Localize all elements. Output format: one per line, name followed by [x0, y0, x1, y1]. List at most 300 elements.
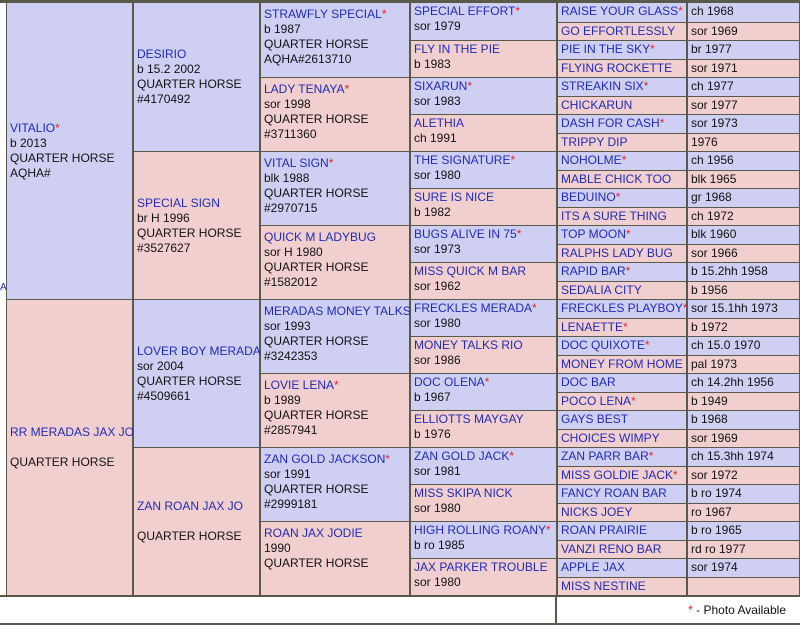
horse-detail: blk 1965 — [691, 171, 737, 186]
horse-detail: #2857941 — [264, 423, 318, 437]
horse-name-link[interactable]: SPECIAL SIGN — [137, 195, 220, 210]
photo-star-icon: * — [344, 82, 350, 96]
horse-name-line — [561, 394, 683, 409]
horse-name-link[interactable]: LOVER BOY MERADA — [137, 343, 261, 358]
gen4-cell — [411, 411, 556, 447]
photo-star-icon: * — [659, 116, 665, 130]
horse-detail: #3711360 — [264, 127, 317, 141]
photo-star-icon: * — [643, 79, 649, 93]
horse-detail — [10, 440, 129, 455]
photo-star-icon: * — [645, 338, 650, 352]
horse-detail: sor 1986 — [414, 353, 461, 367]
horse-name-line — [137, 343, 261, 359]
horse-name-link[interactable]: SPECIAL EFFORT — [414, 4, 516, 18]
horse-detail: sor 1969 — [691, 430, 738, 445]
gen5-name-cell — [558, 3, 686, 22]
photo-star-icon: * — [546, 523, 551, 537]
legend-divider — [555, 597, 557, 623]
horse-detail: b 1976 — [414, 427, 451, 441]
gen5-info-cell — [688, 504, 799, 522]
horse-name-link[interactable]: RALPHS LADY BUG — [561, 245, 673, 260]
horse-name-line — [414, 523, 553, 538]
horse-name-link[interactable]: SEDALIA CITY — [561, 282, 642, 297]
horse-name-link[interactable]: VANZI RENO BAR — [561, 541, 662, 556]
photo-star-icon: * — [381, 7, 387, 21]
gen2-cell — [134, 152, 259, 299]
photo-star-icon: * — [484, 375, 490, 389]
horse-name-line — [137, 196, 256, 211]
horse-name-link[interactable]: MISS QUICK M BAR — [414, 264, 527, 278]
gen4-cell — [411, 485, 556, 521]
horse-detail: #2999181 — [264, 497, 318, 511]
gen5-name-cell — [558, 134, 686, 152]
horse-detail: QUARTER HORSE — [10, 151, 115, 165]
horse-name-line — [561, 264, 683, 279]
horse-name-link[interactable]: DOC QUIXOTE — [561, 338, 646, 352]
horse-name-link[interactable]: CHICKARUN — [561, 97, 633, 112]
gen5-name-cell — [558, 115, 686, 133]
horse-name-link[interactable]: MONEY TALKS RIO — [414, 338, 523, 352]
horse-name-line — [414, 301, 553, 316]
horse-detail: b 1968 — [691, 412, 728, 426]
horse-name-link[interactable]: TRIPPY DIP — [561, 134, 628, 149]
horse-name-link[interactable]: ROAN PRAIRIE — [561, 523, 648, 537]
horse-name-link[interactable]: FANCY ROAN BAR — [561, 486, 667, 500]
horse-detail: QUARTER HORSE — [137, 529, 242, 543]
horse-name-line — [561, 153, 683, 168]
horse-name-link[interactable]: ROAN JAX JODIE — [264, 526, 363, 540]
horse-detail: b 1956 — [691, 282, 728, 297]
horse-name-link[interactable]: MISS SKIPA NICK — [414, 486, 513, 500]
horse-detail: gr 1968 — [691, 190, 732, 204]
horse-detail: sor 1980 — [414, 316, 461, 330]
horse-detail: sor 1980 — [414, 168, 461, 182]
horse-name-line — [561, 486, 683, 501]
horse-name-line — [561, 61, 683, 76]
horse-name-link[interactable]: MISS GOLDIE JACK — [561, 467, 674, 482]
gen4-cell — [411, 448, 556, 484]
horse-name-link[interactable]: SIXARUN — [414, 79, 468, 93]
gen4-cell — [411, 3, 556, 40]
gen5-name-cell — [558, 448, 686, 466]
horse-name-link[interactable]: STRAWFLY SPECIAL — [264, 7, 382, 21]
gen5-info-cell — [688, 319, 799, 337]
horse-name-line — [414, 560, 553, 575]
gen4-cell — [411, 115, 556, 151]
horse-name-link[interactable]: ZAN GOLD JACK — [414, 449, 510, 463]
horse-name-line — [561, 98, 683, 113]
horse-detail: sor 1993 — [264, 319, 311, 333]
horse-name-link[interactable]: ALETHIA — [414, 116, 465, 130]
photo-legend — [688, 603, 786, 618]
horse-name-link[interactable]: VITALIO — [10, 121, 56, 135]
horse-name-line — [414, 449, 553, 464]
horse-name-line — [10, 425, 135, 440]
horse-name-link[interactable]: DOC OLENA — [414, 375, 485, 389]
gen5-info-cell — [688, 41, 799, 59]
horse-name-link[interactable]: ELLIOTTS MAYGAY — [414, 412, 524, 426]
gen5-info-cell — [688, 337, 799, 355]
gen4-cell — [411, 374, 556, 410]
horse-detail: sor 1977 — [691, 97, 738, 112]
gen5-info-cell — [688, 374, 799, 392]
gen5-info-cell — [688, 171, 799, 189]
horse-detail: QUARTER HORSE — [264, 334, 369, 348]
horse-name-line — [264, 304, 411, 319]
gen4-cell — [411, 263, 556, 299]
horse-name-line — [561, 42, 683, 57]
horse-name-line — [561, 246, 683, 261]
gen5-info-cell — [688, 541, 799, 559]
horse-name-line — [561, 579, 683, 594]
horse-name-line — [264, 7, 406, 22]
horse-name-link[interactable]: BUGS ALIVE IN 75 — [414, 227, 517, 241]
gen5-name-cell — [558, 226, 686, 244]
horse-detail: sor 1981 — [414, 464, 461, 478]
horse-detail: sor H 1980 — [264, 245, 323, 259]
photo-star-icon: * — [515, 4, 521, 18]
gen5-name-cell — [558, 23, 686, 41]
horse-detail: ch 14.2hh 1956 — [691, 375, 774, 389]
gen3-cell — [261, 3, 409, 77]
horse-detail: sor 1971 — [691, 60, 738, 75]
horse-name-link[interactable]: BEDUINO — [561, 190, 616, 204]
horse-name-link[interactable]: MISS NESTINE — [561, 578, 646, 593]
horse-detail: ch 1972 — [691, 208, 734, 223]
photo-star-icon: * — [334, 378, 339, 392]
horse-detail: 1990 — [264, 541, 291, 555]
horse-detail: #1582012 — [264, 275, 318, 289]
horse-detail: 1976 — [691, 134, 718, 149]
gen4-cell — [411, 300, 556, 336]
gen5-info-cell — [688, 282, 799, 300]
horse-detail: QUARTER HORSE — [137, 225, 242, 240]
horse-name-link[interactable]: ITS A SURE THING — [561, 208, 667, 223]
horse-name-link[interactable]: FLY IN THE PIE — [414, 42, 501, 56]
horse-name-link[interactable]: SURE IS NICE — [414, 190, 495, 204]
gen3-cell — [261, 448, 409, 521]
horse-detail: QUARTER HORSE — [264, 556, 369, 570]
horse-detail: QUARTER HORSE — [264, 408, 369, 422]
photo-star-icon: * — [673, 467, 678, 482]
gen5-name-cell — [558, 245, 686, 263]
horse-detail: #2970715 — [264, 201, 318, 215]
horse-name-link[interactable]: CHOICES WIMPY — [561, 430, 660, 445]
horse-detail: ch 1956 — [691, 153, 734, 167]
photo-star-icon: * — [678, 4, 683, 18]
legend-row — [0, 597, 800, 635]
horse-name-line — [414, 486, 553, 501]
horse-detail: #3527627 — [137, 240, 191, 255]
photo-star-icon: * — [55, 121, 60, 135]
photo-star-icon: * — [532, 301, 537, 315]
gen5-info-cell — [688, 522, 799, 540]
horse-detail: ro 1967 — [691, 504, 732, 519]
horse-detail: QUARTER HORSE — [264, 37, 369, 51]
gen5-name-cell — [558, 319, 686, 337]
gen5-info-cell — [688, 97, 799, 115]
gen3-cell — [261, 300, 409, 373]
horse-detail: blk 1988 — [264, 171, 310, 185]
horse-detail: QUARTER HORSE — [137, 77, 242, 91]
horse-name-link[interactable]: MABLE CHICK TOO — [561, 171, 672, 186]
gen5-name-cell — [558, 559, 686, 577]
horse-name-line — [561, 79, 683, 94]
gen5-info-cell — [688, 23, 799, 41]
gen5-name-cell — [558, 356, 686, 374]
horse-detail: sor 1969 — [691, 23, 738, 38]
horse-detail: br H 1996 — [137, 210, 190, 225]
horse-name-line — [561, 357, 683, 372]
horse-name-line — [561, 560, 683, 575]
gen5-info-cell — [688, 208, 799, 226]
gen5-name-cell — [558, 152, 686, 170]
horse-detail: blk 1960 — [691, 227, 737, 241]
gen4-cell — [411, 41, 556, 77]
horse-name-line — [561, 320, 683, 335]
horse-name-line — [414, 4, 553, 19]
gen5-info-cell — [688, 393, 799, 411]
horse-name-link[interactable]: ZAN ROAN JAX JO — [137, 499, 244, 513]
horse-name-line — [264, 82, 406, 97]
horse-detail: QUARTER HORSE — [264, 186, 369, 200]
gen4-cell — [411, 226, 556, 262]
gen5-info-cell — [688, 485, 799, 503]
horse-name-link[interactable]: LENAETTE — [561, 319, 624, 334]
horse-detail: sor 1980 — [414, 575, 461, 589]
gen3-cell — [261, 226, 409, 299]
gen5-name-cell — [558, 97, 686, 115]
horse-detail: b 1989 — [264, 393, 301, 407]
horse-detail: ch 1977 — [691, 79, 734, 93]
gen5-name-cell — [558, 300, 686, 318]
gen5-info-cell — [688, 300, 799, 318]
horse-name-line — [10, 121, 129, 136]
horse-name-link[interactable]: NOHOLME — [561, 153, 622, 167]
gen5-info-cell — [688, 226, 799, 244]
horse-name-link[interactable]: ZAN PARR BAR — [561, 449, 649, 463]
horse-name-link[interactable]: RAPID BAR — [561, 264, 626, 278]
horse-name-line — [264, 526, 406, 541]
gen5-info-cell — [688, 448, 799, 466]
gen5-name-cell — [558, 411, 686, 429]
horse-name-link[interactable]: HIGH ROLLING ROANY — [414, 523, 547, 537]
horse-name-link[interactable]: GAYS BEST — [561, 412, 629, 426]
photo-star-icon: * — [650, 42, 655, 56]
horse-detail: sor 1973 — [691, 116, 738, 130]
gen2-cell — [134, 448, 259, 595]
horse-detail: b ro 1985 — [414, 538, 465, 552]
gen5-info-cell — [688, 578, 799, 596]
horse-detail: pal 1973 — [691, 356, 738, 371]
photo-star-icon: * — [509, 449, 515, 463]
horse-name-link[interactable]: LADY TENAYA — [264, 82, 345, 96]
gen5-info-cell — [688, 115, 799, 133]
horse-detail: b ro 1965 — [691, 523, 742, 537]
horse-name-link[interactable]: FRECKLES MERADA — [414, 301, 533, 315]
horse-name-link[interactable]: THE SIGNATURE — [414, 153, 511, 167]
horse-detail: rd ro 1977 — [691, 541, 746, 556]
horse-name-line — [561, 4, 683, 19]
horse-name-link[interactable]: DASH FOR CASH — [561, 116, 660, 130]
horse-name-line — [264, 156, 406, 171]
gen5-name-cell — [558, 60, 686, 78]
legend-bottom-rule — [0, 623, 800, 625]
horse-detail: sor 1962 — [414, 279, 461, 293]
gen4-cell — [411, 522, 556, 558]
horse-name-line — [414, 190, 553, 205]
gen3-cell — [261, 522, 409, 595]
horse-detail: AQHA#2613710 — [264, 52, 352, 66]
photo-star-icon: * — [648, 449, 654, 463]
horse-detail: QUARTER HORSE — [264, 260, 369, 274]
gen5-name-cell — [558, 578, 686, 596]
photo-star-icon: * — [510, 153, 516, 167]
legend-star: * — [688, 603, 693, 617]
horse-detail: QUARTER HORSE — [264, 112, 369, 126]
horse-name-link[interactable]: LOVIE LENA — [264, 378, 335, 392]
horse-name-line — [137, 47, 256, 62]
horse-detail: b 1967 — [414, 390, 451, 404]
gen5-name-cell — [558, 485, 686, 503]
horse-name-line — [561, 190, 683, 205]
horse-name-line — [561, 301, 688, 316]
horse-name-link[interactable]: POCO LENA — [561, 393, 632, 408]
horse-name-line — [561, 431, 683, 446]
photo-star-icon: * — [625, 227, 631, 241]
horse-detail: b 2013 — [10, 136, 47, 150]
gen5-name-cell — [558, 208, 686, 226]
gen5-name-cell — [558, 467, 686, 485]
gen5-name-cell — [558, 541, 686, 559]
horse-detail: sor 1974 — [691, 560, 738, 574]
horse-name-line — [264, 230, 406, 245]
horse-name-line — [561, 338, 683, 353]
gen5-name-cell — [558, 504, 686, 522]
horse-detail: b 1983 — [414, 57, 451, 71]
horse-detail: QUARTER HORSE — [10, 455, 115, 469]
gen5-name-cell — [558, 171, 686, 189]
horse-name-link[interactable]: MERADAS MONEY TALKS — [264, 304, 411, 318]
horse-detail: sor 1979 — [414, 19, 461, 33]
horse-name-link[interactable]: NICKS JOEY — [561, 504, 633, 519]
gen5-info-cell — [688, 60, 799, 78]
horse-name-line — [414, 79, 553, 94]
gen5-info-cell — [688, 356, 799, 374]
photo-star-icon: * — [682, 301, 688, 315]
gen5-name-cell — [558, 522, 686, 540]
horse-name-link[interactable]: APPLE JAX — [561, 560, 626, 574]
horse-name-link[interactable]: MONEY FROM HOME — [561, 356, 683, 371]
photo-star-icon: * — [328, 156, 334, 170]
edge-strip — [0, 3, 6, 595]
horse-name-line — [561, 209, 683, 224]
photo-star-icon: * — [516, 227, 522, 241]
horse-name-link[interactable]: QUICK M LADYBUG — [264, 230, 377, 244]
horse-name-link[interactable]: VITAL SIGN — [264, 156, 329, 170]
horse-name-link[interactable]: STREAKIN SIX — [561, 79, 644, 93]
horse-name-line — [561, 505, 683, 520]
gen1-cell — [7, 300, 135, 595]
horse-name-link[interactable]: RAISE YOUR GLASS — [561, 4, 679, 18]
horse-detail: sor 15.1hh 1973 — [691, 301, 778, 315]
horse-name-link[interactable]: TOP MOON — [561, 227, 626, 241]
horse-detail: ch 1991 — [414, 131, 457, 145]
gen5-name-cell — [558, 430, 686, 448]
horse-name-link[interactable]: PIE IN THE SKY — [561, 42, 651, 56]
gen5-name-cell — [558, 189, 686, 207]
horse-name-line — [137, 499, 256, 514]
horse-name-link[interactable]: RR MERADAS JAX JO — [10, 425, 135, 439]
horse-name-line — [561, 172, 683, 187]
horse-name-line — [561, 116, 683, 131]
legend-text: - Photo Available — [696, 603, 786, 617]
horse-detail: sor 1991 — [264, 467, 311, 481]
gen5-info-cell — [688, 189, 799, 207]
horse-detail: #3242353 — [264, 349, 318, 363]
gen5-info-cell — [688, 3, 799, 22]
horse-detail: AQHA# — [10, 166, 51, 180]
gen4-cell — [411, 152, 556, 188]
gen5-info-cell — [688, 411, 799, 429]
horse-detail: sor 1998 — [264, 97, 311, 111]
gen5-name-cell — [558, 374, 686, 392]
horse-name-line — [414, 375, 553, 390]
gen5-info-cell — [688, 245, 799, 263]
horse-name-link[interactable]: DOC BAR — [561, 375, 616, 389]
photo-star-icon: * — [621, 153, 627, 167]
gen5-name-cell — [558, 282, 686, 300]
horse-detail: b 15.2 2002 — [137, 62, 201, 76]
horse-detail: ch 15.0 1970 — [691, 338, 761, 352]
horse-detail: ch 1968 — [691, 4, 734, 18]
horse-name-line — [561, 523, 683, 538]
horse-name-link[interactable]: GO EFFORTLESSLY — [561, 23, 676, 38]
horse-detail: #4170492 — [137, 92, 191, 106]
photo-star-icon: * — [623, 319, 628, 334]
horse-name-line — [561, 412, 683, 427]
horse-name-link[interactable]: FLYING ROCKETTE — [561, 60, 673, 75]
photo-star-icon: * — [625, 264, 631, 278]
horse-detail: sor 2004 — [137, 358, 184, 373]
photo-star-icon: * — [615, 190, 621, 204]
horse-name-line — [414, 412, 553, 427]
gen4-cell — [411, 78, 556, 114]
photo-star-icon: * — [385, 452, 391, 466]
horse-detail: sor 1966 — [691, 245, 738, 260]
horse-name-line — [561, 24, 683, 39]
horse-name-line — [414, 153, 553, 168]
horse-detail: ch 15.3hh 1974 — [691, 449, 774, 463]
horse-detail: QUARTER HORSE — [137, 373, 242, 388]
horse-detail: b ro 1974 — [691, 486, 742, 500]
horse-name-line — [561, 542, 683, 557]
horse-name-link[interactable]: JAX PARKER TROUBLE — [414, 560, 548, 574]
gen4-cell — [411, 559, 556, 595]
photo-star-icon: * — [467, 79, 473, 93]
horse-name-line — [414, 338, 553, 353]
gen5-name-cell — [558, 337, 686, 355]
horse-detail: QUARTER HORSE — [264, 482, 369, 496]
horse-name-line — [561, 135, 683, 150]
gen3-cell — [261, 152, 409, 225]
horse-detail: sor 1980 — [414, 501, 461, 515]
horse-name-link[interactable]: ZAN GOLD JACKSON — [264, 452, 386, 466]
horse-name-link[interactable]: FRECKLES PLAYBOY — [561, 301, 683, 315]
horse-name-line — [414, 227, 553, 242]
horse-detail: sor 1983 — [414, 94, 461, 108]
horse-name-link[interactable]: DESIRIO — [137, 47, 187, 61]
